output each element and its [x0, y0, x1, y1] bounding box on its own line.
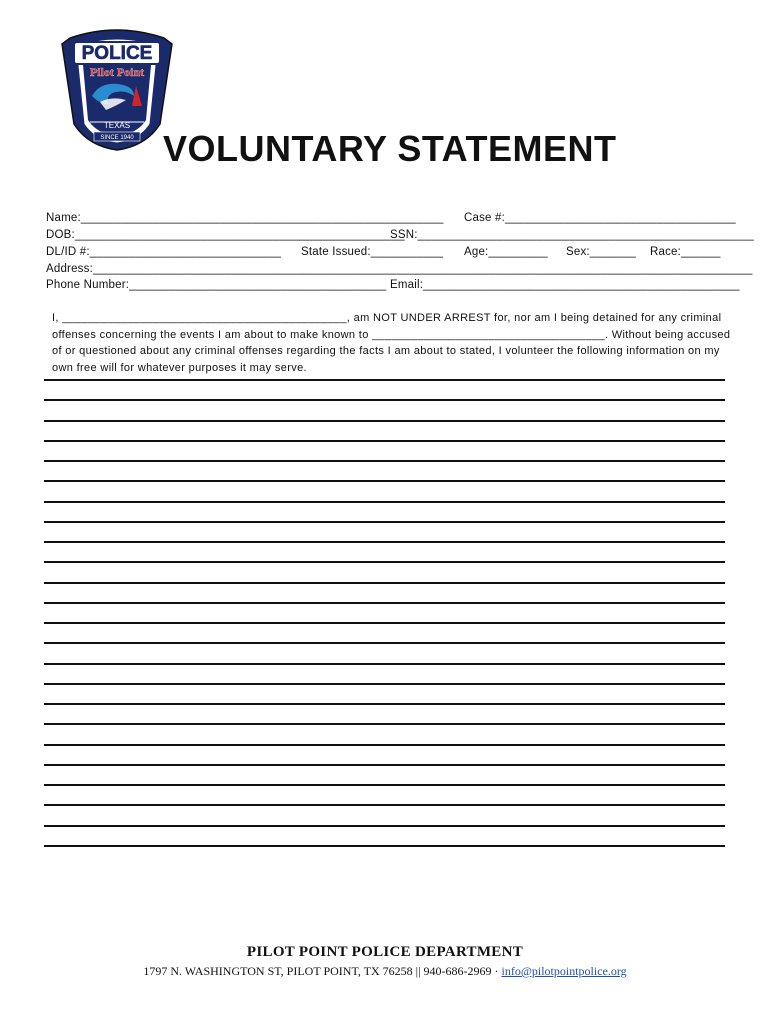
writing-line[interactable]: [44, 521, 725, 523]
statement-line: own free will for whatever purposes it may serve.: [52, 361, 307, 374]
race-field[interactable]: Race:______: [650, 246, 721, 258]
writing-line[interactable]: [44, 602, 725, 604]
writing-line[interactable]: [44, 379, 725, 381]
writing-line[interactable]: [44, 561, 725, 563]
footer-address-text: 1797 N. WASHINGTON ST, PILOT POINT, TX 76258 || 940-686-2969 ·: [143, 964, 502, 978]
writing-line[interactable]: [44, 784, 725, 786]
writing-line[interactable]: [44, 582, 725, 584]
writing-line[interactable]: [44, 703, 725, 705]
police-badge-icon: [60, 24, 174, 152]
footer: [0, 944, 770, 979]
dob-field[interactable]: DOB:__________________________________________________: [46, 229, 405, 241]
writing-line[interactable]: [44, 764, 725, 766]
state-issued-field[interactable]: State Issued:___________: [301, 246, 444, 258]
email-field[interactable]: Email:________________________________________________: [390, 279, 740, 291]
writing-line[interactable]: [44, 440, 725, 442]
writing-line[interactable]: [44, 541, 725, 543]
name-field[interactable]: Name:_______________________________________________________: [46, 212, 444, 224]
footer-email-link[interactable]: info@pilotpointpolice.org: [501, 964, 627, 978]
writing-line[interactable]: [44, 501, 725, 503]
case-number-field[interactable]: Case #:___________________________________: [464, 212, 736, 224]
footer-address: [0, 964, 770, 979]
writing-line[interactable]: [44, 804, 725, 806]
ssn-field[interactable]: SSN:___________________________________________________: [390, 229, 755, 241]
sex-field[interactable]: Sex:_______: [566, 246, 636, 258]
writing-line[interactable]: [44, 723, 725, 725]
writing-line[interactable]: [44, 460, 725, 462]
writing-line[interactable]: [44, 622, 725, 624]
writing-line[interactable]: [44, 744, 725, 746]
address-field[interactable]: Address:____________________________________________________________________________________________________: [46, 263, 753, 275]
age-field[interactable]: Age:_________: [464, 246, 548, 258]
page-title: VOLUNTARY STATEMENT: [163, 128, 617, 169]
statement-line: offenses concerning the events I am about to make known to ____________________________________. Without being accused: [52, 328, 731, 341]
badge-city-text: Pilot Point: [89, 65, 145, 79]
phone-field[interactable]: Phone Number:_______________________________________: [46, 279, 387, 291]
statement-paragraph: [52, 310, 731, 376]
writing-line[interactable]: [44, 480, 725, 482]
writing-line[interactable]: [44, 642, 725, 644]
badge-since-text: SINCE 1940: [100, 135, 134, 141]
writing-line[interactable]: [44, 825, 725, 827]
badge-state-text: TEXAS: [103, 121, 131, 130]
writing-line[interactable]: [44, 420, 725, 422]
statement-line: I, ____________________________________________, am NOT UNDER ARREST for, nor am I being detained for any criminal: [52, 312, 722, 324]
writing-line[interactable]: [44, 399, 725, 401]
badge-police-text: POLICE: [81, 43, 153, 64]
dl-id-field[interactable]: DL/ID #:_____________________________: [46, 246, 282, 258]
statement-line: of or questioned about any criminal offenses regarding the facts I am about to stated, I volunteer the following information on my: [52, 345, 720, 357]
writing-line[interactable]: [44, 663, 725, 665]
police-badge-logo: [60, 24, 174, 152]
footer-org-name: PILOT POINT POLICE DEPARTMENT: [246, 944, 524, 960]
writing-line[interactable]: [44, 845, 725, 847]
writing-line[interactable]: [44, 683, 725, 685]
